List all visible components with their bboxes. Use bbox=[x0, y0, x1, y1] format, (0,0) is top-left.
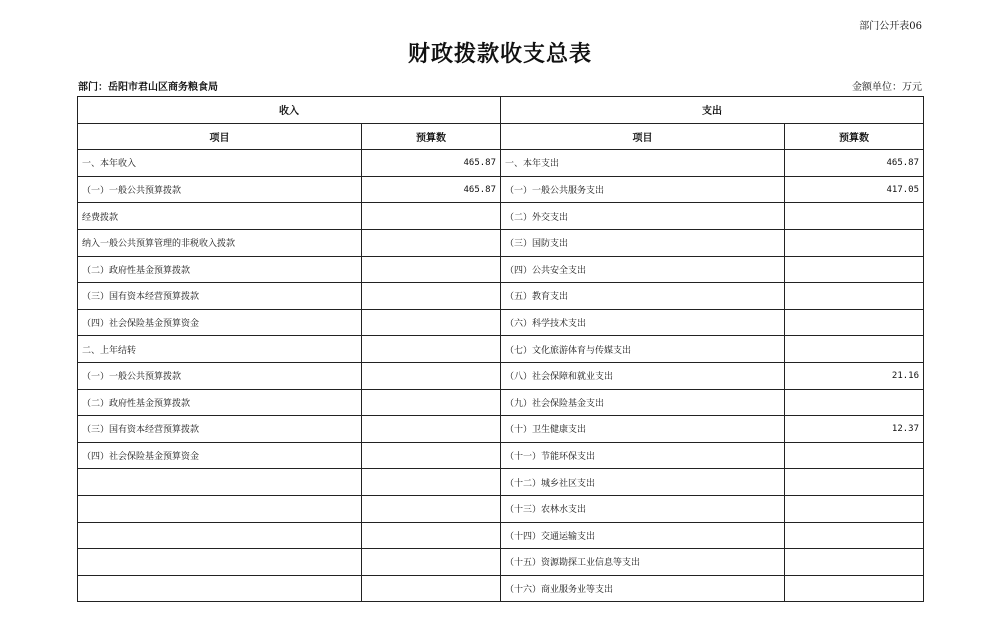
income-value-cell bbox=[362, 495, 501, 522]
expense-item-cell: （十六）商业服务业等支出 bbox=[501, 575, 785, 602]
expense-value-cell bbox=[785, 495, 924, 522]
table-row bbox=[78, 362, 924, 389]
expense-item-cell: （三）国防支出 bbox=[501, 229, 785, 256]
expense-value-cell bbox=[785, 442, 924, 469]
income-value-cell bbox=[362, 549, 501, 576]
expense-item-cell: （四）公共安全支出 bbox=[501, 256, 785, 283]
expense-value-cell bbox=[785, 549, 924, 576]
income-item-cell: （四）社会保险基金预算资金 bbox=[78, 309, 362, 336]
income-value-cell bbox=[362, 362, 501, 389]
income-value-cell bbox=[362, 522, 501, 549]
table-row bbox=[78, 575, 924, 602]
expense-value-cell bbox=[785, 309, 924, 336]
income-item-cell: 纳入一般公共预算管理的非税收入拨款 bbox=[78, 229, 362, 256]
expense-budget-header: 预算数 bbox=[785, 123, 924, 150]
income-value-cell bbox=[362, 389, 501, 416]
table-row bbox=[78, 469, 924, 496]
income-value-cell bbox=[362, 336, 501, 363]
table-row bbox=[78, 229, 924, 256]
income-item-cell: （三）国有资本经营预算拨款 bbox=[78, 416, 362, 443]
income-item-cell: （二）政府性基金预算拨款 bbox=[78, 256, 362, 283]
income-header: 收入 bbox=[78, 97, 501, 124]
income-budget-header: 预算数 bbox=[362, 123, 501, 150]
income-value-cell: 465.87 bbox=[362, 176, 501, 203]
income-value-cell bbox=[362, 256, 501, 283]
income-item-header: 项目 bbox=[78, 123, 362, 150]
expense-item-cell: 一、本年支出 bbox=[501, 150, 785, 177]
page-title: 财政拨款收支总表 bbox=[407, 41, 592, 67]
income-value-cell bbox=[362, 442, 501, 469]
table-row bbox=[78, 416, 924, 443]
income-item-cell: （二）政府性基金预算拨款 bbox=[78, 389, 362, 416]
expense-value-cell: 12.37 bbox=[785, 416, 924, 443]
income-item-cell bbox=[78, 495, 362, 522]
income-value-cell bbox=[362, 283, 501, 310]
expense-item-cell: （八）社会保障和就业支出 bbox=[501, 362, 785, 389]
expense-item-cell: （九）社会保险基金支出 bbox=[501, 389, 785, 416]
expense-item-cell: （十二）城乡社区支出 bbox=[501, 469, 785, 496]
income-item-cell: 经费拨款 bbox=[78, 203, 362, 230]
expense-value-cell: 417.05 bbox=[785, 176, 924, 203]
expense-item-header: 项目 bbox=[501, 123, 785, 150]
income-item-cell: （一）一般公共预算拨款 bbox=[78, 362, 362, 389]
income-item-cell: （一）一般公共预算拨款 bbox=[78, 176, 362, 203]
expense-item-cell: （十五）资源勘探工业信息等支出 bbox=[501, 549, 785, 576]
expense-value-cell bbox=[785, 522, 924, 549]
income-value-cell bbox=[362, 203, 501, 230]
income-item-cell bbox=[78, 522, 362, 549]
income-item-cell: 二、上年结转 bbox=[78, 336, 362, 363]
table-row bbox=[78, 256, 924, 283]
unit-label: 金额单位：万元 bbox=[852, 82, 922, 93]
income-value-cell bbox=[362, 469, 501, 496]
expense-item-cell: （十一）节能环保支出 bbox=[501, 442, 785, 469]
income-value-cell: 465.87 bbox=[362, 150, 501, 177]
table-row bbox=[78, 495, 924, 522]
income-item-cell bbox=[78, 469, 362, 496]
table-row bbox=[78, 176, 924, 203]
expense-item-cell: （五）教育支出 bbox=[501, 283, 785, 310]
income-value-cell bbox=[362, 229, 501, 256]
department-label: 部门：岳阳市君山区商务粮食局 bbox=[78, 82, 218, 93]
expense-item-cell: （七）文化旅游体育与传媒支出 bbox=[501, 336, 785, 363]
expense-item-cell: （十三）农林水支出 bbox=[501, 495, 785, 522]
expense-value-cell bbox=[785, 389, 924, 416]
expense-item-cell: （十）卫生健康支出 bbox=[501, 416, 785, 443]
income-item-cell: 一、本年收入 bbox=[78, 150, 362, 177]
budget-table bbox=[77, 96, 924, 602]
table-row bbox=[78, 150, 924, 177]
table-row bbox=[78, 549, 924, 576]
table-row bbox=[78, 522, 924, 549]
form-code: 部门公开表06 bbox=[859, 21, 922, 32]
expense-header: 支出 bbox=[501, 97, 924, 124]
table-row bbox=[78, 309, 924, 336]
expense-value-cell: 465.87 bbox=[785, 150, 924, 177]
table-row bbox=[78, 283, 924, 310]
income-item-cell: （四）社会保险基金预算资金 bbox=[78, 442, 362, 469]
table-row bbox=[78, 203, 924, 230]
table-row bbox=[78, 442, 924, 469]
expense-value-cell bbox=[785, 229, 924, 256]
income-value-cell bbox=[362, 575, 501, 602]
expense-value-cell: 21.16 bbox=[785, 362, 924, 389]
income-item-cell bbox=[78, 575, 362, 602]
income-value-cell bbox=[362, 416, 501, 443]
table-row bbox=[78, 389, 924, 416]
expense-value-cell bbox=[785, 469, 924, 496]
expense-item-cell: （一）一般公共服务支出 bbox=[501, 176, 785, 203]
income-item-cell: （三）国有资本经营预算拨款 bbox=[78, 283, 362, 310]
expense-value-cell bbox=[785, 203, 924, 230]
expense-value-cell bbox=[785, 336, 924, 363]
expense-value-cell bbox=[785, 256, 924, 283]
table-row bbox=[78, 336, 924, 363]
column-header-row bbox=[78, 123, 924, 150]
income-value-cell bbox=[362, 309, 501, 336]
expense-item-cell: （二）外交支出 bbox=[501, 203, 785, 230]
section-header-row bbox=[78, 97, 924, 124]
income-item-cell bbox=[78, 549, 362, 576]
expense-item-cell: （十四）交通运输支出 bbox=[501, 522, 785, 549]
expense-value-cell bbox=[785, 575, 924, 602]
expense-value-cell bbox=[785, 283, 924, 310]
expense-item-cell: （六）科学技术支出 bbox=[501, 309, 785, 336]
